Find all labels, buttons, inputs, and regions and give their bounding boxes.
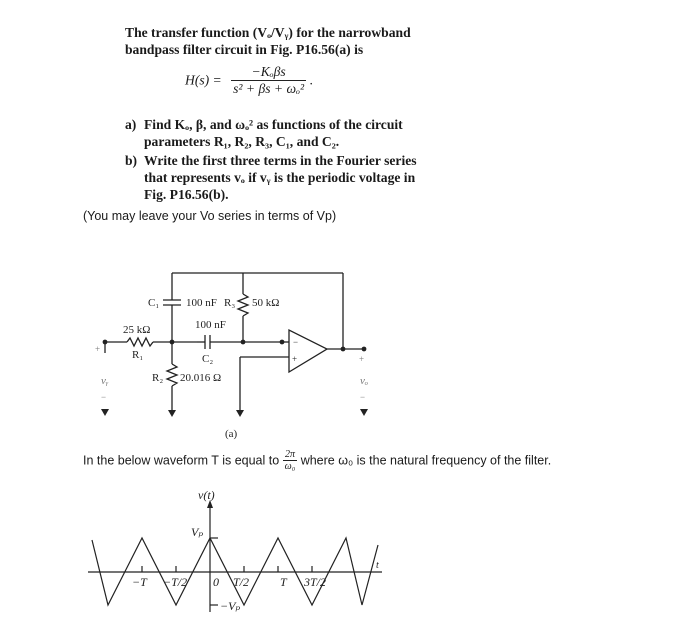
tick-label-3T2: 3T/2 [304, 575, 327, 589]
vg-plus: + [95, 344, 101, 354]
intro-line-1: The transfer function (Vₒ/Vᵧ) for the narrowband [125, 25, 411, 40]
tick-label-neg-T2: −T/2 [163, 575, 188, 589]
intro-line-2: bandpass filter circuit in Fig. P16.56(a) is [125, 42, 364, 57]
opamp-minus-label: − [293, 337, 299, 347]
vo-minus: − [360, 392, 366, 402]
tick-label-neg-T: −T [132, 575, 147, 589]
waveform-note-after: where ω₀ is the natural frequency of the filter. [300, 453, 552, 468]
tick-label-T2: T/2 [233, 575, 250, 589]
vg-label: vᵧ [101, 375, 109, 387]
vo-series-note: (You may leave your Vo series in terms of Vp) [83, 209, 337, 223]
c1-label: C₁ [148, 297, 160, 309]
c2-value: 100 nF [195, 319, 226, 331]
tick-label-zero: 0 [213, 575, 219, 589]
opamp-plus-label: + [292, 354, 298, 364]
part-b-line-2: that represents vₒ if vᵧ is the periodic voltage in [144, 170, 416, 185]
r2-value: 20.016 Ω [180, 372, 222, 384]
period-frac-num: 2π [283, 449, 298, 461]
c1-value: 100 nF [186, 297, 217, 309]
circuit-caption: (a) [225, 428, 238, 440]
period-frac-den: ω₀ [284, 461, 296, 472]
y-axis-label: v(t) [198, 488, 215, 502]
c2-label: C₂ [202, 353, 214, 365]
equation-denominator: s² + βs + ωₒ² [233, 81, 305, 96]
neg-vp-label: −Vₚ [220, 599, 241, 613]
x-axis-label: t [376, 560, 379, 571]
vg-minus: − [101, 392, 107, 402]
part-a-line-2: parameters R₁, R₂, R₃, C₁, and C₂. [144, 134, 340, 149]
vo-label: vₒ [360, 375, 369, 387]
equation-numerator: −Kₒβs [231, 64, 306, 81]
vp-label: Vₚ [191, 525, 204, 539]
part-b-label: b) [125, 153, 138, 168]
r2-label: R₂ [152, 372, 164, 384]
tick-label-T: T [280, 575, 287, 589]
part-a-label: a) [125, 117, 137, 132]
part-a-line-1: Find Kₒ, β, and ωₒ² as functions of the circuit [144, 117, 403, 132]
waveform-note-before: In the below waveform T is equal to [83, 453, 280, 468]
equation-lhs: H(s) = [185, 72, 222, 88]
r1-value: 25 kΩ [123, 324, 151, 336]
r1-label: R₁ [132, 349, 144, 361]
vo-plus: + [359, 354, 365, 364]
r3-label: R₃ [224, 297, 236, 309]
part-b-line-1: Write the first three terms in the Fourier series [144, 153, 417, 168]
r3-value: 50 kΩ [252, 297, 280, 309]
transfer-function-equation: H(s) = $\frac{\text{−Kₒβs}}{\text{s² + βs + ωₒ²}}$ . [185, 64, 313, 96]
part-b-line-3: Fig. P16.56(b). [144, 187, 229, 202]
